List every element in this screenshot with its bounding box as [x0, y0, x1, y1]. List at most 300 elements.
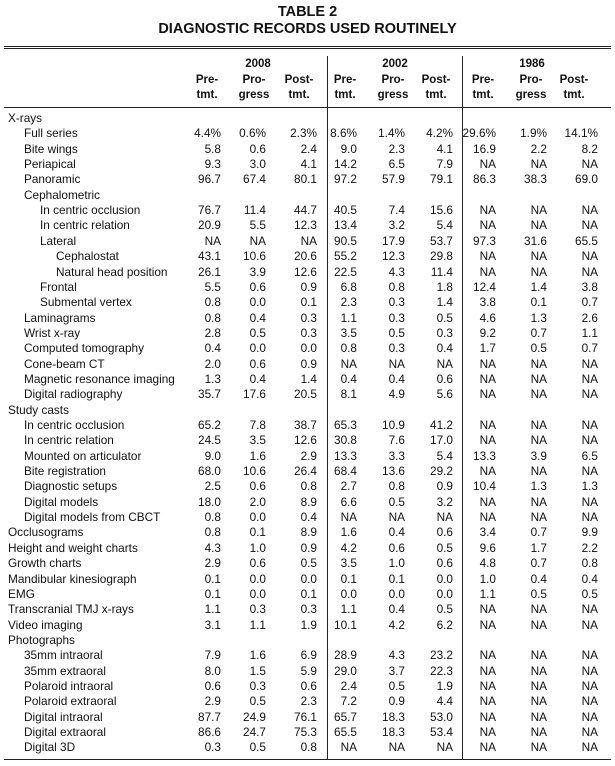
table-row	[0, 633, 615, 648]
table-row	[0, 311, 615, 326]
table-row	[0, 679, 615, 694]
table-cell: NA	[581, 249, 598, 264]
table-cell: 0.6	[388, 540, 405, 555]
table-row	[0, 372, 615, 387]
table-cell: 3.2	[388, 218, 405, 233]
table-cell: NA	[300, 233, 317, 248]
table-cell: 20.6	[294, 249, 317, 264]
table-cell: 10.4	[473, 479, 496, 494]
header-rule	[4, 107, 611, 108]
table-cell: 0.0	[249, 341, 266, 356]
table-cell: 0.5	[300, 556, 317, 571]
row-label: In centric relation	[24, 433, 114, 448]
table-cell: 0.4	[530, 571, 547, 586]
table-cell: 4.1	[436, 141, 453, 156]
table-cell: NA	[530, 387, 547, 402]
table-cell: 8.2	[581, 141, 598, 156]
table-cell: 76.1	[294, 709, 317, 724]
table-cell: 96.7	[198, 172, 221, 187]
table-cell: 1.9	[300, 617, 317, 632]
row-label: In centric occlusion	[24, 418, 125, 432]
table-cell: 0.1	[300, 586, 317, 601]
table-row	[0, 403, 615, 418]
table-cell: 5.6	[436, 387, 453, 402]
table-cell: NA	[479, 356, 496, 371]
row-label: Cephalostat	[56, 249, 119, 264]
row-label: Lateral	[40, 233, 77, 248]
row-label: 35mm intraoral	[24, 648, 103, 663]
table-cell: NA	[581, 464, 598, 479]
table-cell: 0.9	[388, 694, 405, 709]
table-cell: 0.8	[300, 479, 317, 494]
table-cell: NA	[340, 510, 357, 525]
table-cell: 9.0	[340, 141, 357, 156]
table-cell: 4.6	[479, 310, 496, 325]
table-cell: 0.3	[300, 310, 317, 325]
table-cell: 0.8	[204, 525, 221, 540]
table-cell: NA	[530, 157, 547, 172]
table-cell: 2.4	[300, 141, 317, 156]
table-cell: 20.9	[198, 218, 221, 233]
table-cell: 22.5	[334, 264, 357, 279]
table-cell: NA	[581, 740, 598, 755]
row-label: Bite registration	[24, 464, 106, 479]
table-cell: 0.5	[436, 602, 453, 617]
table-cell: NA	[530, 494, 547, 509]
row-label: In centric occlusion	[40, 203, 141, 218]
table-cell: 0.8	[388, 279, 405, 294]
table-cell: 2.3%	[290, 126, 317, 141]
column-subheader-line1: Pre-	[333, 74, 357, 86]
table-cell: 1.4	[436, 295, 453, 310]
table-cell: 3.7	[388, 663, 405, 678]
table-cell: 9.2	[479, 325, 496, 340]
table-cell: 44.7	[294, 203, 317, 218]
table-cell: 0.1	[340, 571, 357, 586]
table-cell: NA	[581, 617, 598, 632]
table-cell: 0.0	[300, 341, 317, 356]
table-cell: 18.3	[382, 709, 405, 724]
row-label: In centric relation	[40, 218, 130, 233]
table-cell: 4.4	[436, 694, 453, 709]
table-cell: NA	[581, 725, 598, 739]
table-cell: NA	[436, 356, 453, 371]
table-number: TABLE 2	[277, 4, 338, 20]
row-label: Digital radiography	[24, 387, 123, 402]
row-label: Digital 3D	[24, 740, 76, 755]
table-cell: 0.0	[300, 571, 317, 586]
row-label: Periapical	[24, 157, 76, 172]
section-label: X-rays	[8, 111, 43, 125]
table-cell: 2.4	[340, 678, 357, 693]
table-cell: 2.8	[204, 325, 221, 340]
table-cell: 0.0	[436, 586, 453, 601]
table-cell: 0.9	[300, 279, 317, 294]
column-subheader-line2: tmt.	[288, 89, 310, 101]
table-cell: 3.4	[479, 525, 496, 540]
table-cell: 9.6	[479, 540, 496, 555]
table-cell: 20.5	[294, 387, 317, 402]
table-cell: 0.5	[249, 740, 266, 755]
table-row	[0, 172, 615, 187]
table-cell: 67.4	[243, 172, 266, 187]
table-cell: 0.4	[388, 525, 405, 540]
table-cell: NA	[479, 617, 496, 632]
table-cell: 6.2	[436, 617, 453, 632]
table-cell: 5.5	[204, 279, 221, 294]
table-cell: NA	[530, 648, 547, 663]
table-cell: NA	[479, 418, 496, 432]
table-cell: 13.3	[473, 448, 496, 463]
column-subheader-line1: Pro-	[381, 74, 405, 86]
table-cell: 18.0	[198, 494, 221, 509]
table-row	[0, 142, 615, 157]
row-label: Polaroid intraoral	[24, 678, 114, 693]
table-cell: 0.3	[204, 740, 221, 755]
table-cell: 0.4	[249, 371, 266, 386]
table-cell: 0.6	[249, 356, 266, 371]
table-cell: 28.9	[334, 648, 357, 663]
table-cell: 0.6	[436, 371, 453, 386]
row-label: Occlusograms	[8, 525, 84, 540]
table-cell: 87.7	[198, 709, 221, 724]
top-rule-double	[4, 48, 611, 49]
table-row	[0, 433, 615, 448]
table-cell: NA	[581, 387, 598, 402]
table-row	[0, 188, 615, 203]
table-cell: NA	[530, 218, 547, 233]
table-cell: 0.1	[204, 586, 221, 601]
table-cell: 8.0	[204, 663, 221, 678]
table-cell: 0.1	[300, 295, 317, 310]
table-cell: 9.0	[204, 448, 221, 463]
table-cell: 0.3	[436, 325, 453, 340]
table-cell: 0.4	[436, 341, 453, 356]
table-cell: 7.9	[436, 157, 453, 172]
table-cell: NA	[581, 418, 598, 432]
table-row	[0, 710, 615, 725]
table-cell: 14.1%	[564, 126, 598, 141]
row-label: EMG	[8, 586, 35, 601]
table-row	[0, 218, 615, 233]
table-cell: 0.7	[581, 341, 598, 356]
table-cell: 2.6	[581, 310, 598, 325]
table-cell: NA	[249, 233, 266, 248]
table-cell: NA	[340, 356, 357, 371]
table-cell: 1.3	[530, 479, 547, 494]
table-row	[0, 111, 615, 126]
table-cell: 1.5	[249, 663, 266, 678]
table-cell: NA	[479, 433, 496, 448]
table-cell: 17.0	[430, 433, 453, 448]
table-row	[0, 510, 615, 525]
table-cell: 29.0	[334, 663, 357, 678]
table-cell: NA	[479, 371, 496, 386]
table-row	[0, 572, 615, 587]
section-label: Study casts	[8, 402, 69, 417]
bottom-rule	[4, 759, 611, 760]
table-cell: 0.5	[436, 540, 453, 555]
table-cell: 0.5	[388, 678, 405, 693]
table-cell: NA	[530, 663, 547, 678]
column-subheader-line1: Pro-	[519, 74, 543, 86]
table-cell: 4.9	[388, 387, 405, 402]
table-cell: 0.7	[530, 556, 547, 571]
table-cell: 3.9	[530, 448, 547, 463]
column-subheader-line2: tmt.	[425, 89, 447, 101]
table-row	[0, 479, 615, 494]
table-cell: 29.8	[430, 249, 453, 264]
table-cell: 0.4	[300, 510, 317, 525]
table-cell: 5.9	[300, 663, 317, 678]
table-cell: NA	[479, 264, 496, 279]
table-cell: 14.2	[334, 157, 357, 172]
table-cell: 26.4	[294, 464, 317, 479]
table-cell: 97.3	[473, 233, 496, 248]
table-cell: NA	[581, 371, 598, 386]
table-cell: 7.2	[340, 694, 357, 709]
table-cell: 10.6	[243, 464, 266, 479]
table-cell: 1.7	[479, 341, 496, 356]
table-cell: 1.3	[530, 310, 547, 325]
table-row	[0, 694, 615, 709]
table-row	[0, 648, 615, 663]
table-cell: 26.1	[198, 264, 221, 279]
table-cell: 40.5	[334, 203, 357, 218]
table-cell: 0.8	[388, 479, 405, 494]
table-cell: 4.2	[340, 540, 357, 555]
table-cell: 4.8	[479, 556, 496, 571]
table-cell: NA	[530, 510, 547, 525]
table-cell: NA	[581, 510, 598, 525]
table-cell: 24.5	[198, 433, 221, 448]
table-cell: 6.5	[581, 448, 598, 463]
table-cell: NA	[581, 356, 598, 371]
column-subheader-line2: gress	[377, 89, 409, 101]
table-cell: 4.3	[388, 648, 405, 663]
table-cell: 1.7	[530, 540, 547, 555]
column-subheader-line2: tmt.	[472, 89, 494, 101]
table-cell: 2.2	[530, 141, 547, 156]
row-label: Digital models	[24, 494, 99, 509]
table-cell: 1.1	[204, 602, 221, 617]
table-row	[0, 326, 615, 341]
column-subheader-line2: tmt.	[334, 89, 356, 101]
table-cell: 4.2%	[426, 126, 453, 141]
table-cell: 1.9	[436, 678, 453, 693]
table-cell: 2.0	[204, 356, 221, 371]
table-cell: 5.8	[204, 141, 221, 156]
row-label: Polaroid extraoral	[24, 694, 117, 709]
row-label: Height and weight charts	[8, 540, 138, 555]
column-subheader-line2: tmt.	[196, 89, 218, 101]
table-cell: 0.5	[388, 325, 405, 340]
table-cell: 1.3	[581, 479, 598, 494]
table-cell: 5.4	[436, 218, 453, 233]
table-cell: 4.3	[388, 264, 405, 279]
row-label: 35mm extraoral	[24, 663, 106, 678]
table-cell: 1.1	[340, 602, 357, 617]
table-cell: NA	[530, 678, 547, 693]
table-cell: 8.1	[340, 387, 357, 402]
table-cell: 1.3	[204, 371, 221, 386]
table-cell: 9.9	[581, 525, 598, 540]
row-label: Computed tomography	[24, 341, 145, 356]
table-cell: NA	[479, 249, 496, 264]
table-cell: NA	[581, 218, 598, 233]
table-cell: 0.6	[436, 525, 453, 540]
table-cell: 0.3	[249, 678, 266, 693]
column-subheader-line1: Pre-	[471, 74, 495, 86]
table-cell: NA	[530, 356, 547, 371]
table-cell: 1.4%	[378, 126, 405, 141]
table-row	[0, 495, 615, 510]
table-cell: 12.3	[382, 249, 405, 264]
table-cell: 24.9	[243, 709, 266, 724]
table-cell: 0.5	[388, 494, 405, 509]
table-cell: 0.9	[300, 540, 317, 555]
column-subheader-line1: Post-	[421, 74, 451, 86]
table-cell: 2.3	[300, 694, 317, 709]
table-cell: 0.4	[204, 341, 221, 356]
row-label: Wrist x-ray	[24, 325, 81, 340]
table-cell: 0.8	[204, 295, 221, 310]
table-cell: 0.0	[388, 586, 405, 601]
table-cell: NA	[479, 464, 496, 479]
table-cell: 1.8	[436, 279, 453, 294]
table-cell: 2.9	[204, 694, 221, 709]
table-row	[0, 418, 615, 433]
table-cell: 65.5	[575, 233, 598, 248]
table-cell: 13.3	[334, 448, 357, 463]
column-subheader-line2: gress	[238, 89, 270, 101]
table-cell: 3.3	[388, 448, 405, 463]
table-cell: 3.8	[479, 295, 496, 310]
table-row	[0, 295, 615, 310]
row-label: Cone-beam CT	[24, 356, 105, 371]
table-cell: NA	[530, 264, 547, 279]
table-cell: 3.1	[204, 617, 221, 632]
table-cell: 0.1	[388, 571, 405, 586]
table-cell: 1.6	[249, 448, 266, 463]
row-label: Video imaging	[8, 617, 83, 632]
table-cell: 38.3	[524, 172, 547, 187]
row-label: Growth charts	[8, 556, 82, 571]
table-cell: 0.5	[530, 586, 547, 601]
table-cell: 12.3	[294, 218, 317, 233]
table-cell: 4.3	[204, 540, 221, 555]
table-cell: NA	[479, 648, 496, 663]
table-cell: 12.6	[294, 264, 317, 279]
table-cell: 0.1	[249, 525, 266, 540]
table-cell: 0.4	[340, 371, 357, 386]
table-cell: 2.5	[204, 479, 221, 494]
table-cell: 4.4%	[194, 126, 221, 141]
table-cell: 0.6%	[239, 126, 266, 141]
row-label: Frontal	[40, 279, 77, 294]
table-cell: 2.3	[388, 141, 405, 156]
table-cell: 55.2	[334, 249, 357, 264]
table-cell: 2.9	[204, 556, 221, 571]
table-cell: NA	[436, 510, 453, 525]
row-label: Mounted on articulator	[24, 448, 142, 463]
row-label: Bite wings	[24, 141, 78, 156]
table-cell: 2.9	[300, 448, 317, 463]
table-cell: 7.9	[204, 648, 221, 663]
table-cell: 30.8	[334, 433, 357, 448]
section-label: Cephalometric	[24, 187, 101, 202]
row-label: Full series	[24, 126, 78, 141]
table-cell: NA	[479, 203, 496, 218]
table-cell: 0.7	[530, 525, 547, 540]
table-cell: 3.0	[249, 157, 266, 172]
table-cell: 7.6	[388, 433, 405, 448]
table-cell: NA	[340, 740, 357, 755]
row-label: Digital models from CBCT	[24, 510, 161, 525]
table-cell: NA	[530, 740, 547, 755]
table-cell: NA	[530, 203, 547, 218]
table-cell: 0.0	[249, 510, 266, 525]
table-cell: 0.4	[249, 310, 266, 325]
table-row	[0, 525, 615, 540]
table-cell: 22.3	[430, 663, 453, 678]
table-cell: NA	[530, 371, 547, 386]
table-cell: 53.7	[430, 233, 453, 248]
table-row	[0, 387, 615, 402]
table-cell: 0.7	[530, 325, 547, 340]
table-cell: 18.3	[382, 725, 405, 739]
table-cell: 0.8	[340, 341, 357, 356]
table-cell: 0.3	[388, 341, 405, 356]
table-cell: 0.5	[530, 341, 547, 356]
table-row	[0, 357, 615, 372]
table-cell: 10.6	[243, 249, 266, 264]
table-cell: NA	[479, 678, 496, 693]
table-cell: 1.1	[581, 325, 598, 340]
table-cell: NA	[581, 203, 598, 218]
table-cell: NA	[479, 510, 496, 525]
table-cell: 0.6	[249, 279, 266, 294]
table-cell: NA	[479, 663, 496, 678]
table-cell: NA	[581, 663, 598, 678]
table-row	[0, 126, 615, 141]
table-cell: 76.7	[198, 203, 221, 218]
table-cell: NA	[581, 602, 598, 617]
table-cell: NA	[581, 157, 598, 172]
table-cell: 75.3	[294, 725, 317, 739]
table-row	[0, 464, 615, 479]
table-cell: NA	[581, 709, 598, 724]
table-cell: 0.9	[436, 479, 453, 494]
table-cell: 17.6	[243, 387, 266, 402]
table-cell: NA	[530, 602, 547, 617]
table-cell: 5.5	[249, 218, 266, 233]
table-cell: 38.7	[294, 418, 317, 432]
table-cell: 9.3	[204, 157, 221, 172]
table-cell: 17.9	[382, 233, 405, 248]
table-cell: NA	[204, 233, 221, 248]
table-cell: 2.3	[340, 295, 357, 310]
table-cell: 43.1	[198, 249, 221, 264]
table-cell: 0.0	[249, 571, 266, 586]
table-cell: 7.4	[388, 203, 405, 218]
table-cell: 29.2	[430, 464, 453, 479]
table-cell: 1.0	[249, 540, 266, 555]
table-cell: 13.6	[382, 464, 405, 479]
table-cell: 13.4	[334, 218, 357, 233]
table-cell: 0.4	[388, 602, 405, 617]
table-row	[0, 602, 615, 617]
